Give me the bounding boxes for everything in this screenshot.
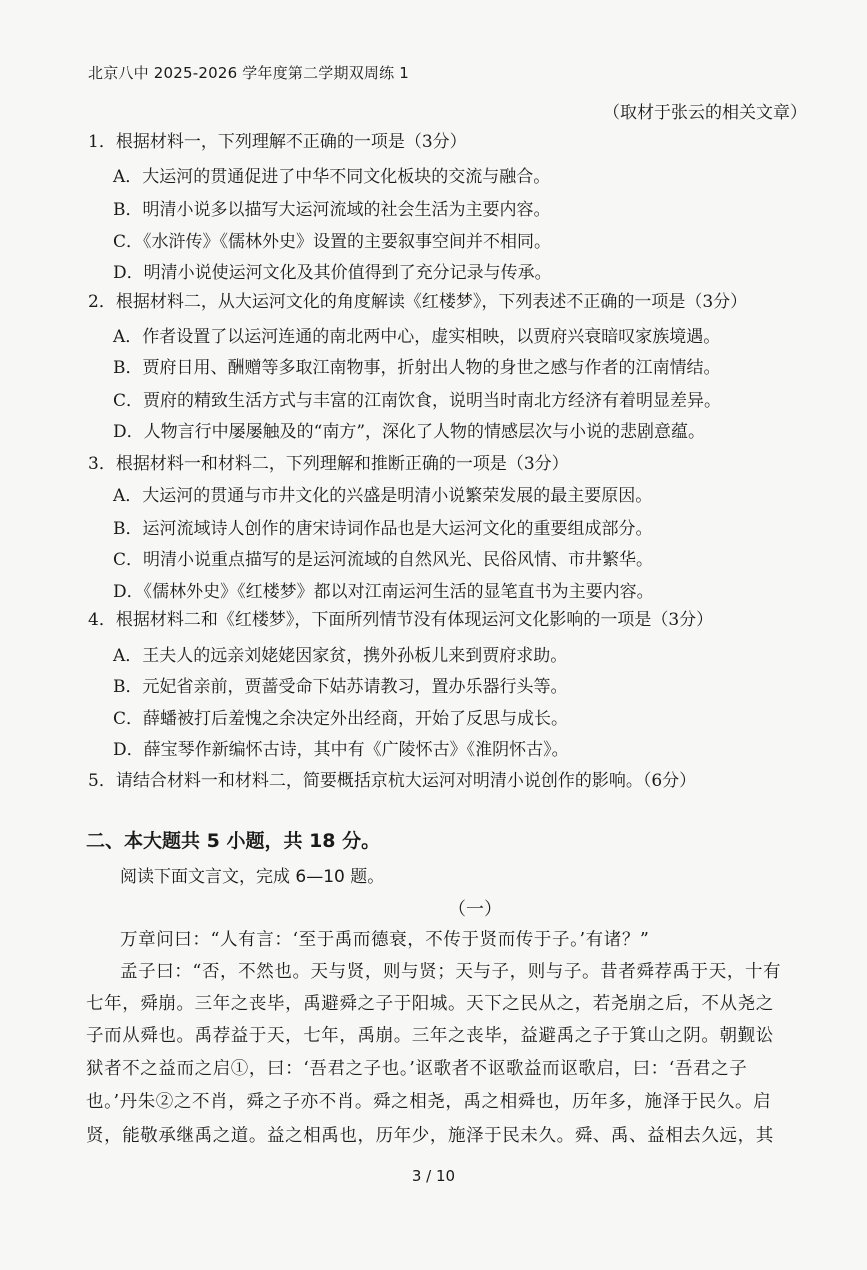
question-3-stem: 3．根据材料一和材料二，下列理解和推断正确的一项是（3分） bbox=[88, 454, 569, 474]
page-header: 北京八中 2025-2026 学年度第二学期双周练 1 bbox=[88, 64, 410, 82]
question-1-option-a: A．大运河的贯通促进了中华不同文化板块的交流与融合。 bbox=[113, 167, 551, 187]
question-2-stem: 2．根据材料二，从大运河文化的角度解读《红楼梦》，下列表述不正确的一项是（3分） bbox=[88, 292, 748, 312]
page-number: 3 / 10 bbox=[411, 1167, 456, 1185]
question-4-option-b: B．元妃省亲前，贾蔷受命下姑苏请教习，置办乐器行头等。 bbox=[113, 677, 568, 697]
passage-line-7: 贤，能敬承继禹之道。益之相禹也，历年少，施泽于民未久。舜、禹、益相去久远，其 bbox=[86, 1126, 774, 1146]
question-1-option-d: D．明清小说使运河文化及其价值得到了充分记录与传承。 bbox=[113, 263, 552, 283]
passage-line-1: 万章问曰：“人有言：‘至于禹而德衰，不传于贤而传于子。’有诸？” bbox=[120, 930, 650, 950]
question-4-option-c: C．薛蟠被打后羞愧之余决定外出经商，开始了反思与成长。 bbox=[113, 709, 569, 729]
question-3-option-c: C．明清小说重点描写的是运河流域的自然风光、民俗风情、市井繁华。 bbox=[113, 550, 654, 570]
question-2-option-b: B．贾府日用、酬赠等多取江南物事，折射出人物的身世之感与作者的江南情结。 bbox=[113, 358, 721, 378]
question-1-option-c: C．《水浒传》《儒林外史》设置的主要叙事空间并不相同。 bbox=[113, 232, 552, 252]
passage-line-3: 七年，舜崩。三年之丧毕，禹避舜之子于阳城。天下之民从之，若尧崩之后，不从尧之 bbox=[86, 994, 774, 1014]
passage-line-4: 子而从舜也。禹荐益于天，七年，禹崩。三年之丧毕，益避禹之子于箕山之阴。朝觐讼 bbox=[86, 1026, 774, 1046]
section-2-title: 二、本大题共 5 小题，共 18 分。 bbox=[86, 830, 381, 852]
section-2-intro: 阅读下面文言文，完成 6—10 题。 bbox=[120, 867, 385, 887]
passage-line-2: 孟子曰：“否，不然也。天与贤，则与贤；天与子，则与子。昔者舜荐禹于天，十有 bbox=[120, 962, 782, 982]
question-2-option-c: C．贾府的精致生活方式与丰富的江南饮食，说明当时南北方经济有着明显差异。 bbox=[113, 391, 722, 411]
passage-subtitle: （一） bbox=[448, 899, 502, 920]
source-note: （取材于张云的相关文章） bbox=[603, 103, 807, 123]
question-4-stem: 4．根据材料二和《红楼梦》，下面所列情节没有体现运河文化影响的一项是（3分） bbox=[88, 610, 714, 630]
question-3-option-d: D．《儒林外史》《红楼梦》都以对江南运河生活的显笔直书为主要内容。 bbox=[113, 582, 654, 602]
passage-line-5: 狱者不之益而之启①，曰：‘吾君之子也。’讴歌者不讴歌益而讴歌启，曰：‘吾君之子 bbox=[86, 1059, 748, 1079]
question-5-stem: 5．请结合材料一和材料二，简要概括京杭大运河对明清小说创作的影响。（6分） bbox=[88, 771, 697, 791]
question-2-option-d: D．人物言行中屡屡触及的“南方”，深化了人物的情感层次与小说的悲剧意蕴。 bbox=[113, 422, 706, 442]
question-1-option-b: B．明清小说多以描写大运河流域的社会生活为主要内容。 bbox=[113, 200, 551, 220]
question-1-stem: 1．根据材料一，下列理解不正确的一项是（3分） bbox=[88, 132, 467, 152]
question-2-option-a: A．作者设置了以运河连通的南北两中心，虚实相映，以贾府兴衰暗叹家族境遇。 bbox=[113, 327, 721, 347]
question-4-option-a: A．王夫人的远亲刘姥姥因家贫，携外孙板儿来到贾府求助。 bbox=[113, 646, 568, 666]
passage-line-6: 也。’丹朱②之不肖，舜之子亦不肖。舜之相尧，禹之相舜也，历年多，施泽于民久。启 bbox=[86, 1092, 772, 1112]
question-3-option-b: B．运河流域诗人创作的唐宋诗词作品也是大运河文化的重要组成部分。 bbox=[113, 519, 653, 539]
question-3-option-a: A．大运河的贯通与市井文化的兴盛是明清小说繁荣发展的最主要原因。 bbox=[113, 486, 653, 506]
question-4-option-d: D．薛宝琴作新编怀古诗，其中有《广陵怀古》《淮阴怀古》。 bbox=[113, 740, 569, 760]
